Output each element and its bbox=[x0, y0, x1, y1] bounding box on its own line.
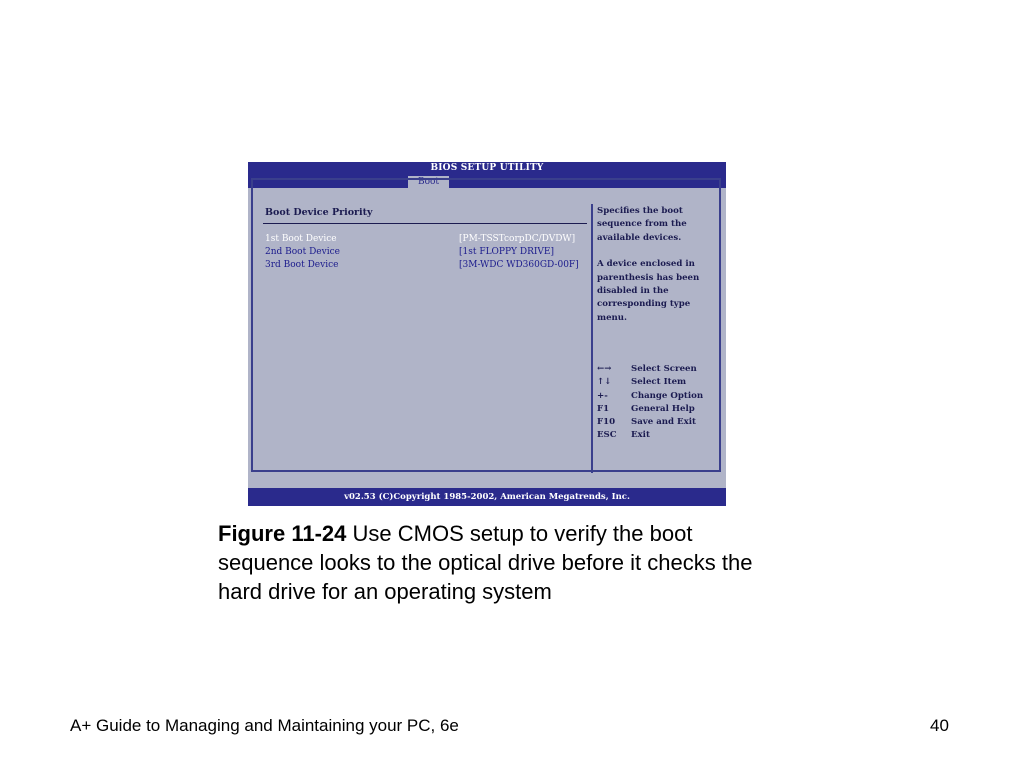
key-legend-row bbox=[597, 417, 723, 430]
key-action: Save and Exit bbox=[631, 417, 696, 428]
key-name: ESC bbox=[597, 430, 617, 441]
help-text-1: Specifies the boot sequence from the available devices. bbox=[597, 206, 687, 243]
key-name: F10 bbox=[597, 417, 616, 428]
boot-device-row-3[interactable] bbox=[265, 260, 587, 272]
key-legend-row bbox=[597, 404, 723, 417]
page-number: 40 bbox=[930, 716, 949, 735]
boot-device-label: 3rd Boot Device bbox=[265, 260, 339, 270]
bios-panel-divider bbox=[591, 204, 593, 473]
key-name: ↑↓ bbox=[597, 377, 612, 388]
key-legend bbox=[597, 364, 723, 444]
key-legend-row bbox=[597, 430, 723, 443]
bios-setup-screenshot bbox=[248, 162, 726, 506]
boot-device-value: [3M-WDC WD360GD-00F] bbox=[459, 260, 579, 270]
key-legend-row bbox=[597, 364, 723, 377]
figure-caption bbox=[218, 519, 778, 606]
boot-device-row-1[interactable] bbox=[265, 234, 587, 246]
key-action: General Help bbox=[631, 403, 695, 414]
help-text-2: A device enclosed in parenthesis has been disabled in the corresponding type menu. bbox=[597, 259, 700, 323]
boot-device-value: [PM-TSSTcorpDC/DVDW] bbox=[459, 234, 576, 244]
book-title: A+ Guide to Managing and Maintaining your PC, 6e bbox=[70, 716, 459, 735]
key-action: Select Screen bbox=[631, 364, 697, 374]
boot-device-value: [1st FLOPPY DRIVE] bbox=[459, 247, 554, 257]
help-panel bbox=[597, 205, 723, 338]
key-name: ←→ bbox=[597, 364, 612, 374]
heading-divider bbox=[263, 223, 587, 224]
boot-device-row-2[interactable] bbox=[265, 247, 587, 259]
key-legend-row bbox=[597, 391, 723, 404]
key-action: Exit bbox=[631, 430, 650, 441]
boot-device-priority-heading: Boot Device Priority bbox=[265, 207, 373, 218]
boot-device-label: 2nd Boot Device bbox=[265, 247, 340, 257]
key-name: F1 bbox=[597, 403, 610, 414]
figure-label: Figure 11-24 bbox=[218, 521, 347, 546]
bios-title: BIOS SETUP UTILITY bbox=[430, 163, 544, 173]
tab-boot[interactable]: Boot bbox=[408, 176, 449, 188]
key-name: +- bbox=[597, 390, 608, 401]
key-legend-row bbox=[597, 377, 723, 390]
key-action: Change Option bbox=[631, 390, 704, 401]
key-action: Select Item bbox=[631, 377, 687, 388]
bios-copyright-bar: v02.53 (C)Copyright 1985-2002, American Megatrends, Inc. bbox=[248, 488, 726, 506]
figure-caption-text: Use CMOS setup to verify the boot sequence looks to the optical drive before it checks the hard drive for an operating system bbox=[218, 521, 753, 604]
boot-device-label: 1st Boot Device bbox=[265, 234, 337, 244]
